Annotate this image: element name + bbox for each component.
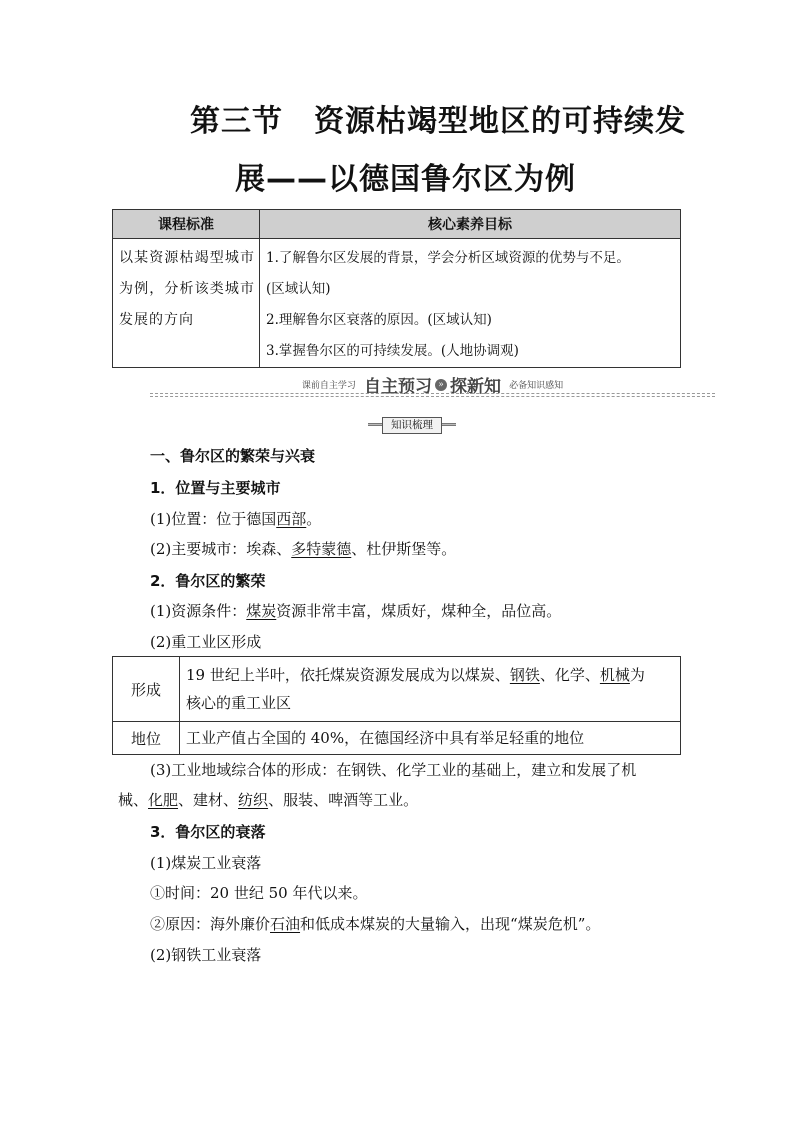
- cities-prefix: (2)主要城市：埃森、: [150, 540, 292, 558]
- goal-line: 1.了解鲁尔区发展的背景，学会分析区域资源的优势与不足。: [266, 250, 630, 266]
- resource-answer: 煤炭: [246, 602, 277, 620]
- section-banner: [150, 372, 715, 396]
- reason-prefix: ②原因：海外廉价: [150, 915, 271, 933]
- core-literacy-goals: [260, 239, 681, 368]
- knowledge-summary-label: [368, 417, 456, 433]
- section-heading-1: 一、鲁尔区的繁荣与兴衰: [150, 447, 316, 465]
- standards-table: [112, 209, 681, 368]
- resource-line: [150, 600, 561, 621]
- cities-suffix: 、杜伊斯堡等。: [351, 540, 457, 558]
- complex-line-2: [118, 789, 418, 810]
- formation-mid: 、化学、: [539, 666, 600, 684]
- subsection-heading-1: 1．位置与主要城市: [150, 479, 281, 497]
- goal-line: 3.掌握鲁尔区的可持续发展。(人地协调观): [266, 343, 519, 359]
- cities-answer: 多特蒙德: [291, 540, 352, 558]
- complex-part-b: 、建材、: [178, 791, 239, 809]
- complex-part-a: 械、: [118, 791, 149, 809]
- formation-label: 形成: [113, 657, 180, 722]
- formation-answer-1: 钢铁: [509, 666, 540, 684]
- location-line: [150, 508, 321, 529]
- reason-answer: 石油: [270, 915, 301, 933]
- banner-small-right: 必备知识感知: [509, 381, 564, 391]
- reason-line: [150, 913, 600, 934]
- status-content: 工业产值占全国的 40%，在德国经济中具有举足轻重的地位: [180, 722, 681, 755]
- heavy-industry-line: (2)重工业区形成: [150, 633, 262, 651]
- standards-table-body-row: [113, 239, 681, 368]
- reason-suffix: 和低成本煤炭的大量输入，出现“煤炭危机”。: [300, 915, 601, 933]
- formation-answer-2: 机械: [599, 666, 630, 684]
- complex-part-c: 、服装、啤酒等工业。: [268, 791, 419, 809]
- steel-decline-line: (2)钢铁工业衰落: [150, 946, 262, 964]
- cities-line: [150, 538, 456, 559]
- formation-prefix: 19 世纪上半叶，依托煤炭资源发展成为以煤炭、: [186, 666, 510, 684]
- status-label: 地位: [113, 722, 180, 755]
- complex-line-1: (3)工业地域综合体的形成：在钢铁、化学工业的基础上，建立和发展了机: [150, 761, 637, 779]
- resource-prefix: (1)资源条件：: [150, 602, 247, 620]
- label-decor-bar: [440, 423, 456, 426]
- standards-header-right: 核心素养目标: [260, 210, 681, 239]
- location-prefix: (1)位置：位于德国: [150, 510, 277, 528]
- knowledge-label-text: 知识梳理: [382, 417, 442, 434]
- location-answer: 西部: [276, 510, 307, 528]
- subsection-heading-2: 2．鲁尔区的繁荣: [150, 572, 266, 590]
- complex-answer-1: 化肥: [148, 791, 179, 809]
- page-title-line-1: 第三节 资源枯竭型地区的可持续发: [190, 104, 686, 139]
- industry-row-status: [113, 722, 681, 755]
- coal-decline-line: (1)煤炭工业衰落: [150, 854, 262, 872]
- standards-header-left: 课程标准: [113, 210, 260, 239]
- industry-row-formation: [113, 657, 681, 722]
- banner-big-left: 自主预习: [364, 377, 432, 397]
- arrow-icon: »: [435, 379, 447, 391]
- banner-small-left: 课前自主学习: [301, 381, 356, 391]
- page-title-line-2: 展——以德国鲁尔区为例: [235, 162, 576, 197]
- complex-answer-2: 纺织: [238, 791, 269, 809]
- goal-line: (区域认知): [266, 281, 331, 297]
- banner-big-right: 探新知: [450, 377, 501, 397]
- banner-divider: [150, 393, 715, 394]
- formation-line-2: 核心的重工业区: [186, 694, 292, 712]
- formation-line-1: [186, 661, 676, 689]
- standards-table-header-row: [113, 210, 681, 239]
- formation-suffix: 为: [629, 666, 645, 684]
- banner-divider: [150, 396, 715, 397]
- industry-table: [112, 656, 681, 755]
- resource-suffix: 资源非常丰富，煤质好，煤种全，品位高。: [276, 602, 562, 620]
- time-line: ①时间：20 世纪 50 年代以来。: [150, 884, 368, 902]
- curriculum-standard-text: 以某资源枯竭型城市为例，分析该类城市发展的方向: [113, 239, 260, 368]
- goal-line: 2.理解鲁尔区衰落的原因。(区域认知): [266, 312, 492, 328]
- formation-content: [180, 657, 681, 722]
- location-suffix: 。: [306, 510, 322, 528]
- subsection-heading-3: 3．鲁尔区的衰落: [150, 823, 266, 841]
